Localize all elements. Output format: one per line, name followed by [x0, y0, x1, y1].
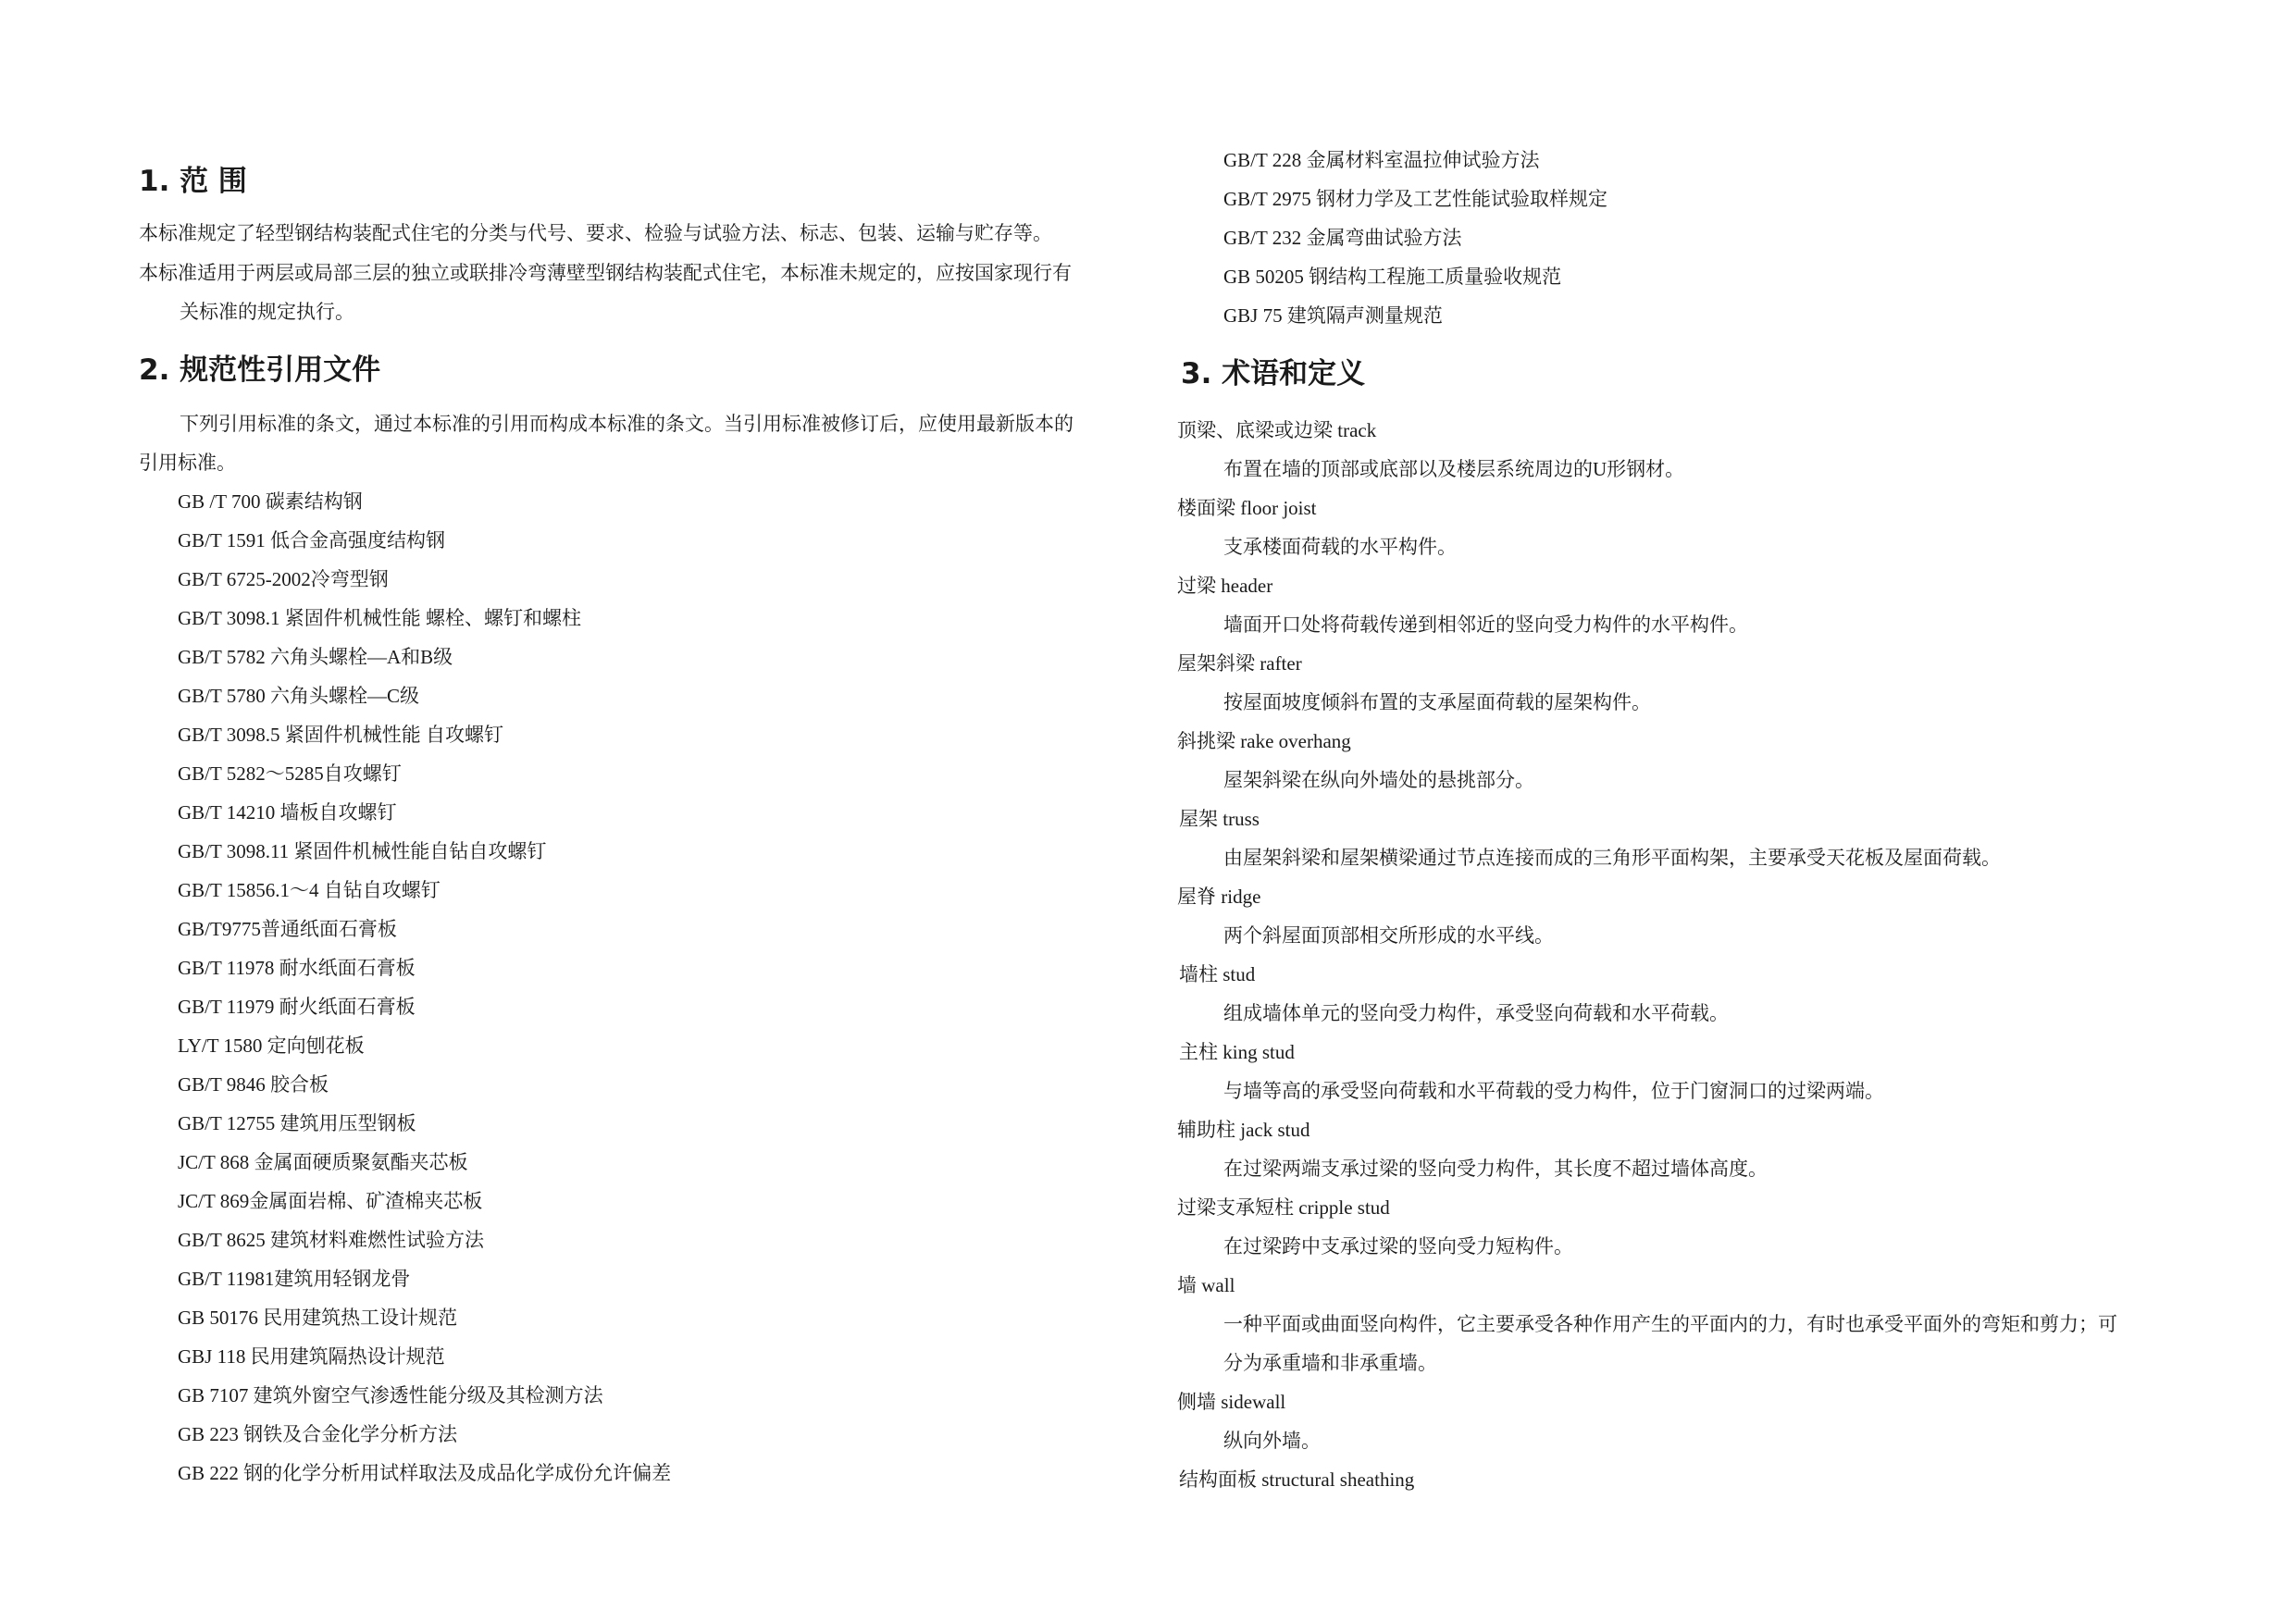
reference-item: GB/T 9846 胶合板: [178, 1073, 329, 1096]
reference-item: GB/T 11978 耐水纸面石膏板: [178, 957, 416, 979]
reference-item: GB/T 15856.1～4 自钻自攻螺钉: [178, 879, 441, 901]
term-definition: 与墙等高的承受竖向荷载和水平荷载的受力构件，位于门窗洞口的过梁两端。: [1223, 1080, 1884, 1102]
term-definition: 支承楼面荷载的水平构件。: [1223, 536, 1457, 558]
term-definition: 在过梁两端支承过梁的竖向受力构件，其长度不超过墙体高度。: [1223, 1158, 1768, 1180]
term: 主柱 king stud: [1179, 1041, 1295, 1063]
term: 屋脊 ridge: [1177, 886, 1261, 908]
reference-item: GB/T 3098.11 紧固件机械性能自钻自攻螺钉: [178, 840, 547, 862]
reference-item: GB/T 5782 六角头螺栓—A和B级: [178, 646, 453, 668]
reference-item: LY/T 1580 定向刨花板: [178, 1035, 365, 1057]
term: 辅助柱 jack stud: [1177, 1119, 1310, 1141]
scope-paragraph: 本标准适用于两层或局部三层的独立或联排冷弯薄壁型钢结构装配式住宅，本标准未规定的，应按国家现行有: [139, 262, 1072, 284]
term-definition: 纵向外墙。: [1223, 1430, 1321, 1452]
term-definition: 屋架斜梁在纵向外墙处的悬挑部分。: [1223, 769, 1534, 791]
term: 过梁支承短柱 cripple stud: [1177, 1196, 1390, 1219]
term-definition: 布置在墙的顶部或底部以及楼层系统周边的U形钢材。: [1223, 458, 1685, 480]
term: 楼面梁 floor joist: [1177, 497, 1317, 519]
reference-item: GB/T 11979 耐火纸面石膏板: [178, 996, 416, 1018]
reference-item: GB/T9775普通纸面石膏板: [178, 918, 397, 940]
reference-item: GB/T 6725-2002冷弯型钢: [178, 568, 389, 590]
reference-item: GBJ 75 建筑隔声测量规范: [1223, 304, 1443, 327]
term: 顶梁、底梁或边梁 track: [1177, 419, 1377, 441]
term-definition: 一种平面或曲面竖向构件，它主要承受各种作用产生的平面内的力，有时也承受平面外的弯矩和剪力；可: [1223, 1313, 2117, 1335]
term: 侧墙 sidewall: [1177, 1391, 1286, 1413]
term: 结构面板 structural sheathing: [1179, 1468, 1415, 1491]
section-1-heading: 1. 范 围: [139, 165, 247, 198]
term: 屋架斜梁 rafter: [1177, 652, 1302, 675]
reference-item: GB/T 2975 钢材力学及工艺性能试验取样规定: [1223, 188, 1607, 210]
reference-item: GB/T 11981建筑用轻钢龙骨: [178, 1268, 411, 1290]
reference-item: GB/T 228 金属材料室温拉伸试验方法: [1223, 149, 1540, 171]
references-intro: 下列引用标准的条文，通过本标准的引用而构成本标准的条文。当引用标准被修订后，应使用最新版本的: [180, 413, 1074, 435]
term-definition: 分为承重墙和非承重墙。: [1223, 1352, 1437, 1374]
reference-item: GB 50205 钢结构工程施工质量验收规范: [1223, 266, 1562, 288]
reference-item: GB 222 钢的化学分析用试样取法及成品化学成份允许偏差: [178, 1462, 672, 1484]
reference-item: JC/T 868 金属面硬质聚氨酯夹芯板: [178, 1151, 468, 1173]
reference-item: GB/T 8625 建筑材料难燃性试验方法: [178, 1229, 484, 1251]
section-3-heading: 3. 术语和定义: [1181, 357, 1366, 390]
reference-item: GB/T 5780 六角头螺栓—C级: [178, 685, 419, 707]
reference-item: GB/T 5282～5285自攻螺钉: [178, 762, 402, 785]
reference-item: GB/T 1591 低合金高强度结构钢: [178, 529, 445, 551]
reference-item: GB/T 12755 建筑用压型钢板: [178, 1112, 416, 1134]
scope-paragraph: 本标准规定了轻型钢结构装配式住宅的分类与代号、要求、检验与试验方法、标志、包装、运输与贮存等。: [139, 222, 1052, 244]
term: 墙柱 stud: [1179, 963, 1256, 985]
term: 斜挑梁 rake overhang: [1177, 730, 1351, 752]
reference-item: GB 223 钢铁及合金化学分析方法: [178, 1423, 458, 1445]
term-definition: 墙面开口处将荷载传递到相邻近的竖向受力构件的水平构件。: [1223, 613, 1748, 636]
term-definition: 两个斜屋面顶部相交所形成的水平线。: [1223, 924, 1554, 947]
reference-item: GB 50176 民用建筑热工设计规范: [178, 1307, 458, 1329]
reference-item: GB/T 14210 墙板自攻螺钉: [178, 801, 397, 824]
term: 过梁 header: [1177, 575, 1273, 597]
scope-paragraph: 关标准的规定执行。: [180, 301, 354, 323]
reference-item: GB 7107 建筑外窗空气渗透性能分级及其检测方法: [178, 1384, 603, 1406]
reference-item: GB /T 700 碳素结构钢: [178, 490, 363, 513]
reference-item: GB/T 232 金属弯曲试验方法: [1223, 227, 1462, 249]
term-definition: 由屋架斜梁和屋架横梁通过节点连接而成的三角形平面构架，主要承受天花板及屋面荷载。: [1223, 847, 2001, 869]
reference-item: GB/T 3098.1 紧固件机械性能 螺栓、螺钉和螺柱: [178, 607, 581, 629]
section-2-heading: 2. 规范性引用文件: [139, 353, 381, 387]
reference-item: GBJ 118 民用建筑隔热设计规范: [178, 1345, 445, 1368]
reference-item: JC/T 869金属面岩棉、矿渣棉夹芯板: [178, 1190, 483, 1212]
term: 墙 wall: [1177, 1274, 1235, 1296]
term-definition: 在过梁跨中支承过梁的竖向受力短构件。: [1223, 1235, 1573, 1258]
term-definition: 按屋面坡度倾斜布置的支承屋面荷载的屋架构件。: [1223, 691, 1651, 713]
term-definition: 组成墙体单元的竖向受力构件，承受竖向荷载和水平荷载。: [1223, 1002, 1729, 1024]
term: 屋架 truss: [1179, 808, 1260, 830]
reference-item: GB/T 3098.5 紧固件机械性能 自攻螺钉: [178, 724, 503, 746]
references-intro: 引用标准。: [139, 452, 236, 474]
